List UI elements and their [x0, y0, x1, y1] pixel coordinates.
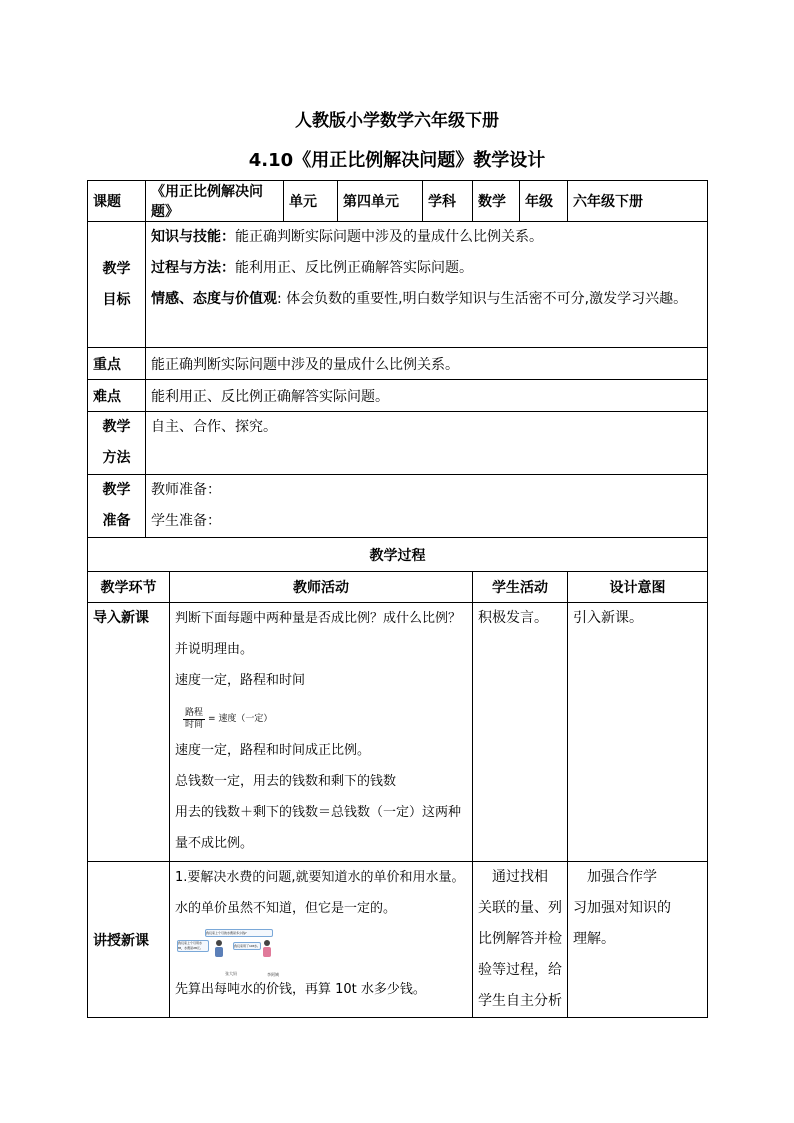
col-intent-header: 设计意图 — [568, 572, 708, 603]
method-label-2: 方法 — [102, 450, 131, 466]
speech-bubble: 我们家上个月用水8t，水费是28元。 — [177, 940, 209, 952]
key-point-row — [88, 348, 708, 380]
goal-emotion-text: : 体会负数的重要性,明白数学知识与生活密不可分,激发学习兴趣。 — [277, 291, 688, 307]
difficulty-text: 能利用正、反比例正确解答实际问题。 — [146, 380, 708, 412]
info-row — [88, 181, 708, 222]
formula-denominator: 时间 — [185, 720, 204, 730]
goals-label — [88, 222, 146, 348]
process-title-row — [88, 538, 708, 572]
prep-label-1: 教学 — [102, 482, 131, 498]
teach-intent-line: 加强合作学 — [573, 869, 657, 885]
teach-student-line: 通过找相 — [478, 869, 548, 885]
intro-student: 积极发言。 — [473, 603, 568, 862]
prep-student: 学生准备： — [151, 513, 221, 529]
process-header-row — [88, 572, 708, 603]
speed-formula — [183, 708, 272, 731]
difficulty-label: 难点 — [88, 380, 146, 412]
intro-line: 并说明理由。 — [175, 642, 254, 657]
woman-figure — [263, 940, 271, 958]
col-teacher-header: 教师活动 — [170, 572, 473, 603]
page-title: 人教版小学数学六年级下册 — [295, 111, 499, 131]
teach-row — [88, 862, 708, 1018]
key-point-label: 重点 — [88, 348, 146, 380]
goals-content — [146, 222, 708, 348]
method-label — [88, 412, 146, 475]
grade-label: 年级 — [520, 181, 568, 222]
formula-numerator: 路程 — [185, 708, 204, 718]
intro-line: 用去的钱数＋剩下的钱数＝总钱数（一定）这两种 — [175, 805, 462, 820]
goal-process-label: 过程与方法： — [151, 260, 235, 276]
subject-label: 学科 — [423, 181, 473, 222]
man-figure — [215, 940, 223, 958]
teach-line: 1.要解决水费的问题,就要知道水的单价和用水量。 — [175, 870, 465, 885]
goal-knowledge — [151, 222, 702, 253]
formula-fraction — [183, 708, 205, 731]
teach-line: 水的单价虽然不知道，但它是一定的。 — [175, 901, 397, 916]
teach-line: 先算出每吨水的价钱，再算 10t 水多少钱。 — [175, 982, 426, 997]
topic-value: 《用正比例解决问题》 — [146, 181, 284, 222]
intro-line: 总钱数一定，用去的钱数和剩下的钱数 — [175, 774, 397, 789]
prep-label — [88, 475, 146, 538]
goal-emotion — [151, 284, 702, 315]
prep-label-2: 准备 — [102, 513, 131, 529]
col-stage-header: 教学环节 — [88, 572, 170, 603]
goals-label-1: 教学 — [102, 260, 131, 277]
water-bill-illustration — [175, 928, 285, 977]
method-text: 自主、合作、探究。 — [146, 412, 708, 475]
prep-content — [146, 475, 708, 538]
goal-knowledge-label: 知识与技能： — [151, 229, 235, 245]
intro-line: 速度一定，路程和时间成正比例。 — [175, 743, 371, 758]
goals-row — [88, 222, 708, 348]
teach-teacher — [170, 862, 473, 1018]
teach-student — [473, 862, 568, 1018]
intro-line: 判断下面每题中两种量是否成比例？成什么比例？ — [175, 611, 462, 626]
intro-intent: 引入新课。 — [568, 603, 708, 862]
intro-teacher — [170, 603, 473, 862]
teach-intent — [568, 862, 708, 1018]
lesson-plan-table — [87, 180, 708, 1018]
intro-line: 量不成比例。 — [175, 836, 254, 851]
subject-value: 数学 — [473, 181, 520, 222]
unit-label: 单元 — [284, 181, 338, 222]
method-label-1: 教学 — [102, 419, 131, 435]
teach-intent-line: 理解。 — [573, 931, 615, 947]
speech-bubble: 我们家用了10t水。 — [234, 944, 260, 948]
formula-result: = 速度（一定） — [208, 714, 273, 724]
grade-value: 六年级下册 — [568, 181, 708, 222]
unit-value: 第四单元 — [338, 181, 423, 222]
goal-process — [151, 253, 702, 284]
process-title: 教学过程 — [88, 538, 708, 572]
figure-label: 李阿姨 — [267, 972, 279, 977]
teach-intent-line: 习加强对知识的 — [573, 900, 671, 916]
topic-label: 课题 — [88, 181, 146, 222]
method-row — [88, 412, 708, 475]
teach-student-line: 比例解答并检 — [478, 931, 562, 947]
difficulty-row — [88, 380, 708, 412]
figure-label: 张大妈 — [225, 971, 237, 976]
goal-process-text: 能利用正、反比例正确解答实际问题。 — [235, 260, 473, 276]
teach-student-line: 学生自主分析 — [478, 993, 562, 1009]
goal-knowledge-text: 能正确判断实际问题中涉及的量成什么比例关系。 — [235, 229, 543, 245]
teach-student-line: 验等过程，给 — [478, 962, 562, 978]
intro-stage: 导入新课 — [88, 603, 170, 862]
key-point-text: 能正确判断实际问题中涉及的量成什么比例关系。 — [146, 348, 708, 380]
intro-line: 速度一定，路程和时间 — [175, 673, 306, 688]
goals-label-2: 目标 — [102, 291, 131, 308]
col-student-header: 学生活动 — [473, 572, 568, 603]
teach-student-line: 关联的量、列 — [478, 900, 562, 916]
teach-stage: 讲授新课 — [88, 862, 170, 1018]
goal-emotion-label: 情感、态度与价值观 — [151, 291, 277, 307]
prep-teacher: 教师准备： — [151, 482, 221, 498]
page-subtitle: 4.10《用正比例解决问题》教学设计 — [248, 150, 546, 171]
prep-row — [88, 475, 708, 538]
intro-row — [88, 603, 708, 862]
speech-bubble: 我们家上个月的水费是多少钱? — [205, 929, 273, 937]
